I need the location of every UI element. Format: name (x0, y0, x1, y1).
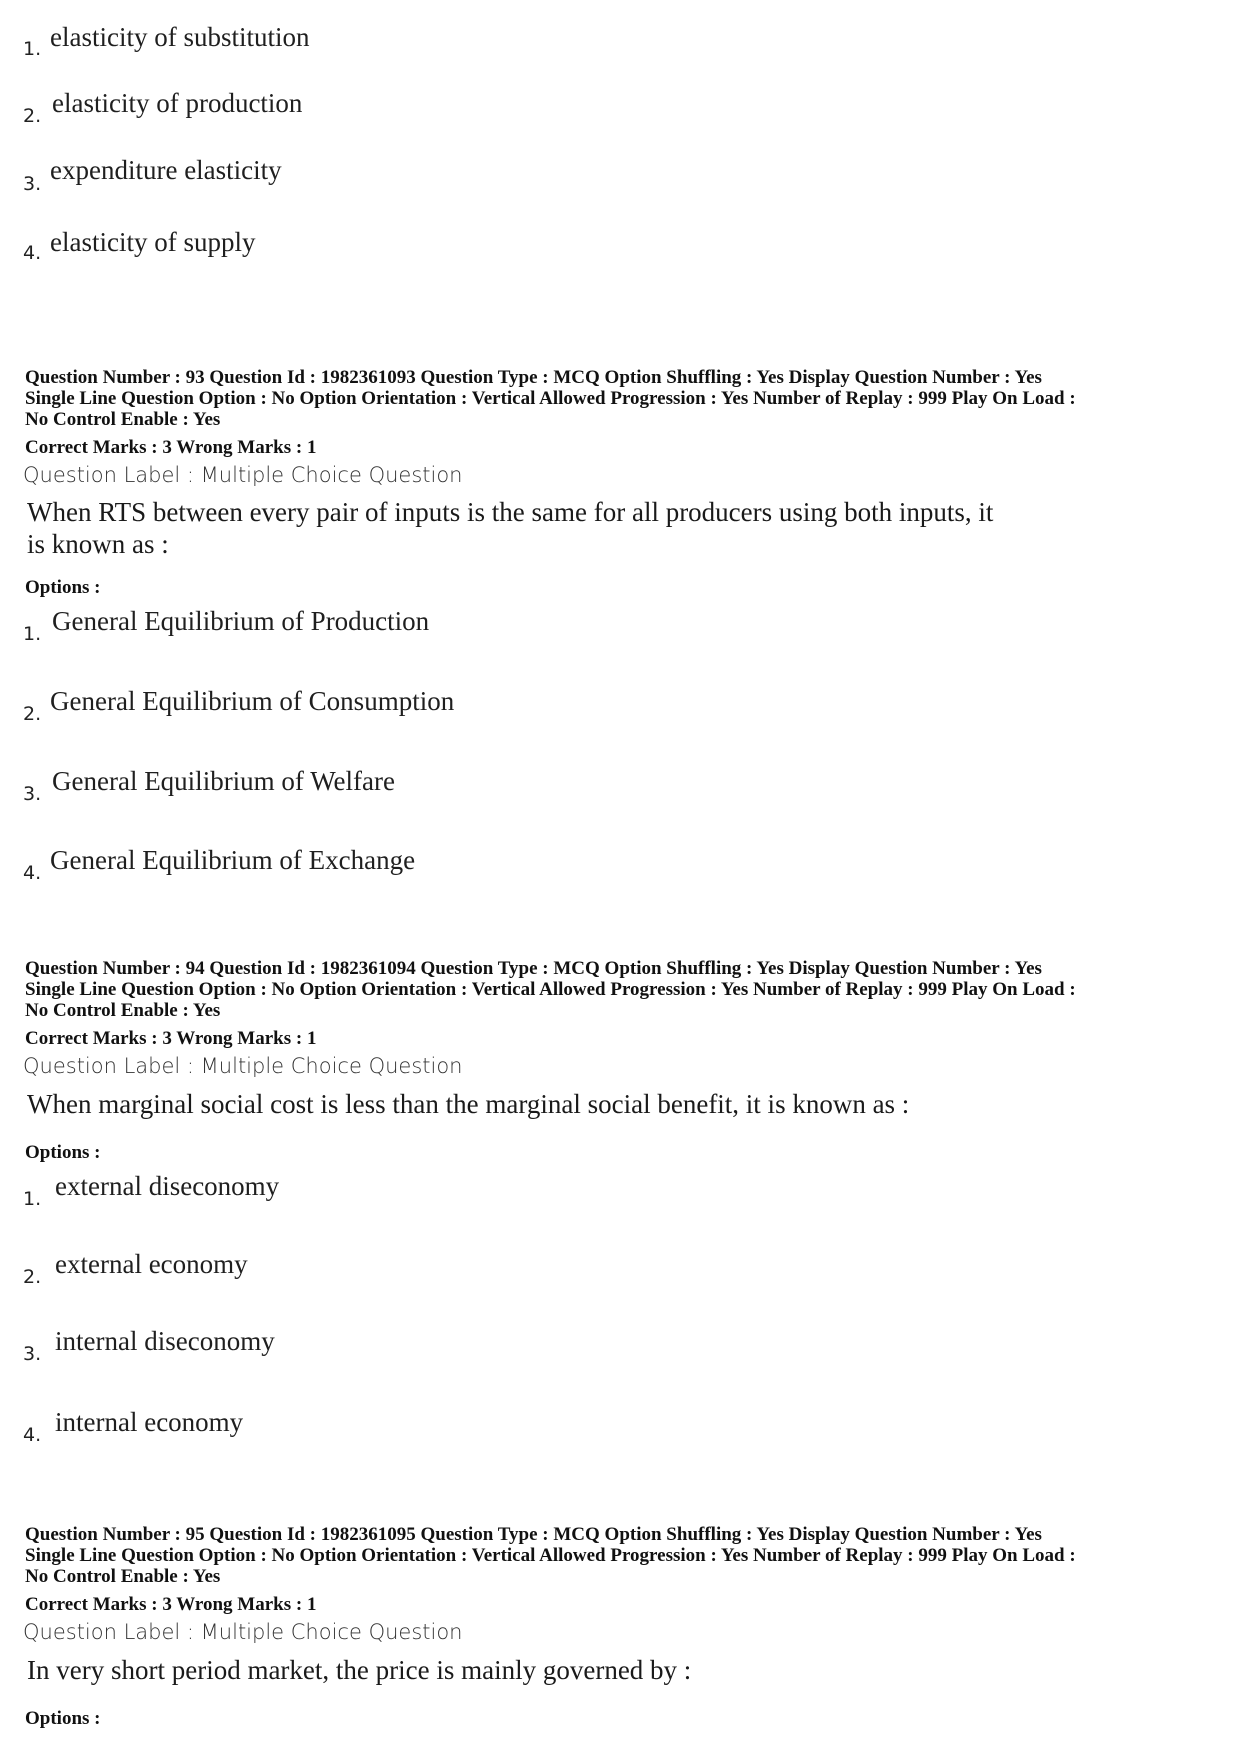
option-text: elasticity of supply (50, 227, 256, 257)
question-label: Question Label : Multiple Choice Question (23, 463, 463, 487)
option-number: 3. (23, 1343, 42, 1365)
meta-line: Question Number : 93 Question Id : 1982361093 Question Type : MCQ Option Shuffling : Yes Display Question Number : Yes (25, 367, 1042, 388)
option-number: 3. (23, 173, 42, 195)
question-text (27, 1088, 909, 1120)
meta-line: No Control Enable : Yes (25, 1566, 221, 1587)
question-text-line: is known as : (27, 529, 169, 559)
meta-line: Single Line Question Option : No Option Orientation : Vertical Allowed Progression : Yes Number of Replay : 999 Play On Load : (25, 979, 1076, 1000)
question-meta (25, 958, 1225, 1021)
question-label: Question Label : Multiple Choice Question (23, 1620, 463, 1644)
option-number: 1. (23, 38, 42, 60)
option-text: elasticity of production (52, 88, 303, 118)
option-number: 4. (23, 862, 42, 884)
question-marks: Correct Marks : 3 Wrong Marks : 1 (25, 437, 317, 458)
option-number: 1. (23, 1188, 42, 1210)
options-heading: Options : (25, 1142, 101, 1163)
option-text: General Equilibrium of Exchange (50, 845, 416, 875)
option-number: 4. (23, 1424, 42, 1446)
meta-line: Single Line Question Option : No Option Orientation : Vertical Allowed Progression : Yes Number of Replay : 999 Play On Load : (25, 388, 1076, 409)
option-text: General Equilibrium of Production (52, 606, 430, 636)
option-text: internal economy (55, 1407, 244, 1437)
options-heading: Options : (25, 577, 101, 598)
question-label: Question Label : Multiple Choice Question (23, 1054, 463, 1078)
option-text: General Equilibrium of Consumption (50, 686, 455, 716)
option-number: 3. (23, 783, 42, 805)
meta-line: Question Number : 95 Question Id : 1982361095 Question Type : MCQ Option Shuffling : Yes Display Question Number : Yes (25, 1524, 1042, 1545)
question-marks: Correct Marks : 3 Wrong Marks : 1 (25, 1028, 317, 1049)
option-text: General Equilibrium of Welfare (52, 766, 395, 796)
option-number: 2. (23, 105, 42, 127)
option-number: 4. (23, 242, 42, 264)
meta-line: No Control Enable : Yes (25, 1000, 221, 1021)
question-meta (25, 1524, 1225, 1587)
question-text-line: When marginal social cost is less than the marginal social benefit, it is known as : (27, 1089, 910, 1119)
meta-line: Question Number : 94 Question Id : 1982361094 Question Type : MCQ Option Shuffling : Yes Display Question Number : Yes (25, 958, 1042, 979)
option-text: external diseconomy (55, 1171, 280, 1201)
option-text: external economy (55, 1249, 248, 1279)
option-number: 2. (23, 703, 42, 725)
question-text (27, 496, 993, 560)
option-text: expenditure elasticity (50, 155, 282, 185)
option-number: 2. (23, 1266, 42, 1288)
meta-line: Single Line Question Option : No Option Orientation : Vertical Allowed Progression : Yes Number of Replay : 999 Play On Load : (25, 1545, 1076, 1566)
meta-line: No Control Enable : Yes (25, 409, 221, 430)
question-text (27, 1654, 691, 1686)
question-marks: Correct Marks : 3 Wrong Marks : 1 (25, 1594, 317, 1615)
options-heading: Options : (25, 1708, 101, 1729)
question-text-line: In very short period market, the price is mainly governed by : (27, 1655, 692, 1685)
option-number: 1. (23, 623, 42, 645)
option-text: elasticity of substitution (50, 22, 310, 52)
option-text: internal diseconomy (55, 1326, 275, 1356)
question-meta (25, 367, 1225, 430)
question-text-line: When RTS between every pair of inputs is the same for all producers using both inputs, it (27, 497, 994, 527)
